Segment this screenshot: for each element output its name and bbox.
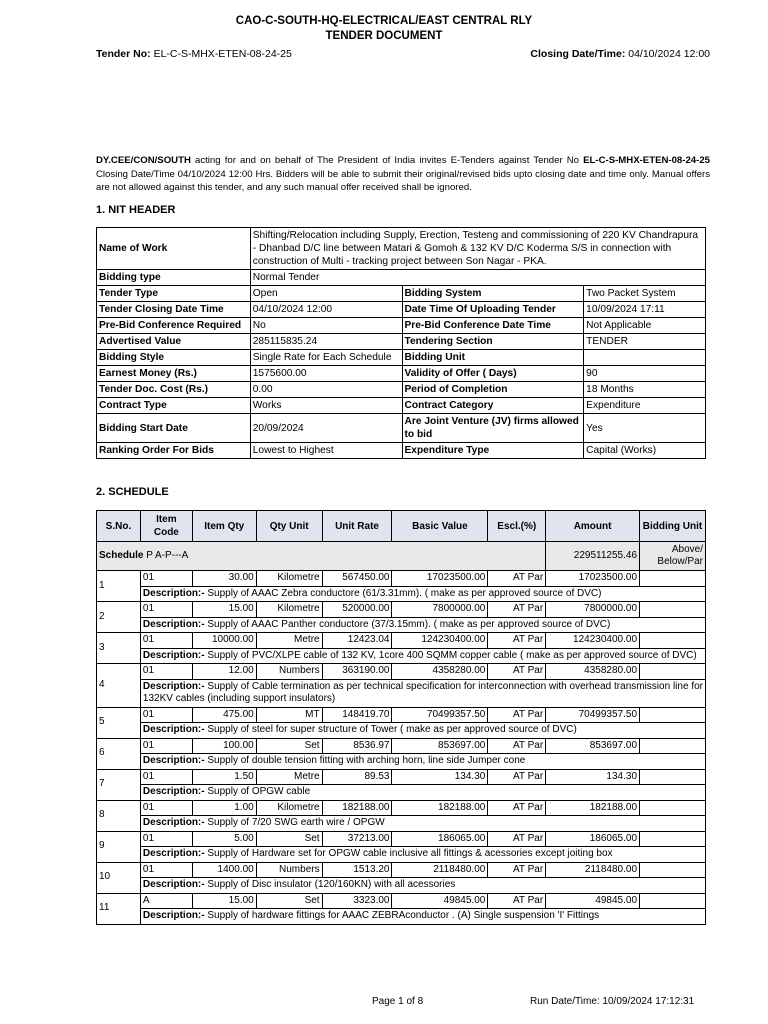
schedule-item-row bbox=[97, 800, 706, 816]
item-qty-unit: MT bbox=[256, 707, 322, 723]
nit-label: Validity of Offer ( Days) bbox=[402, 366, 584, 382]
item-code: 01 bbox=[140, 571, 192, 587]
item-escl: AT Par bbox=[488, 571, 546, 587]
nit-label: Date Time Of Uploading Tender bbox=[402, 302, 584, 318]
column-header: Basic Value bbox=[392, 511, 488, 542]
nit-label: Bidding Style bbox=[97, 350, 251, 366]
schedule-desc-row bbox=[97, 723, 706, 739]
nit-row-bidding-type bbox=[97, 270, 706, 286]
nit-row bbox=[97, 286, 706, 302]
nit-value: 20/09/2024 bbox=[250, 414, 402, 443]
item-qty-unit: Metre bbox=[256, 769, 322, 785]
item-escl: AT Par bbox=[488, 800, 546, 816]
description-label: Description:- bbox=[142, 618, 205, 630]
nit-label: Contract Category bbox=[402, 398, 584, 414]
item-qty-unit: Kilometre bbox=[256, 571, 322, 587]
nit-value: 04/10/2024 12:00 bbox=[250, 302, 402, 318]
column-header: Bidding Unit bbox=[640, 511, 706, 542]
item-qty: 100.00 bbox=[192, 738, 256, 754]
description-text: Supply of Disc insulator (120/160KN) with all acessories bbox=[204, 879, 456, 890]
schedule-item-row bbox=[97, 571, 706, 587]
nit-row bbox=[97, 398, 706, 414]
schedule-item-row bbox=[97, 893, 706, 909]
item-amount: 49845.00 bbox=[546, 893, 640, 909]
item-sno: 10 bbox=[97, 862, 141, 893]
item-code: 01 bbox=[140, 707, 192, 723]
nit-value: Yes bbox=[584, 414, 706, 443]
item-bidding-unit bbox=[640, 769, 706, 785]
intro-tender-no: EL-C-S-MHX-ETEN-08-24-25 bbox=[583, 155, 710, 166]
schedule-item-row bbox=[97, 664, 706, 680]
nit-value: 10/09/2024 17:11 bbox=[584, 302, 706, 318]
item-amount: 853697.00 bbox=[546, 738, 640, 754]
description-text: Supply of AAAC Panther conductore (37/3.15mm). ( make as per approved source of DVC) bbox=[204, 618, 611, 630]
nit-row bbox=[97, 334, 706, 350]
schedule-title: 2. SCHEDULE bbox=[96, 486, 169, 498]
item-description bbox=[140, 586, 705, 602]
item-unit-rate: 3323.00 bbox=[322, 893, 392, 909]
item-code: A bbox=[140, 893, 192, 909]
item-description bbox=[140, 679, 705, 707]
item-description bbox=[140, 754, 705, 770]
column-header: Item Qty bbox=[192, 511, 256, 542]
schedule-group-amount: 229511255.46 bbox=[546, 542, 640, 571]
item-unit-rate: 89.53 bbox=[322, 769, 392, 785]
item-escl: AT Par bbox=[488, 664, 546, 680]
item-amount: 4358280.00 bbox=[546, 664, 640, 680]
nit-row bbox=[97, 318, 706, 334]
item-amount: 70499357.50 bbox=[546, 707, 640, 723]
item-bidding-unit bbox=[640, 707, 706, 723]
item-sno: 4 bbox=[97, 664, 141, 708]
schedule-desc-row bbox=[97, 878, 706, 894]
item-bidding-unit bbox=[640, 602, 706, 618]
item-sno: 5 bbox=[97, 707, 141, 738]
item-bidding-unit bbox=[640, 633, 706, 649]
item-unit-rate: 12423.04 bbox=[322, 633, 392, 649]
item-basic-value: 49845.00 bbox=[392, 893, 488, 909]
item-qty: 5.00 bbox=[192, 831, 256, 847]
schedule-desc-row bbox=[97, 679, 706, 707]
item-qty-unit: Numbers bbox=[256, 664, 322, 680]
item-qty: 1.00 bbox=[192, 800, 256, 816]
description-label: Description:- bbox=[142, 848, 205, 859]
item-qty: 30.00 bbox=[192, 571, 256, 587]
item-description bbox=[140, 878, 705, 894]
schedule-item-row bbox=[97, 831, 706, 847]
intro-text-1: acting for and on behalf of The President of India invites E-Tenders against Tender No bbox=[190, 155, 584, 166]
nit-header-table bbox=[96, 227, 706, 459]
schedule-desc-row bbox=[97, 617, 706, 633]
description-text: Supply of steel for super structure of Tower ( make as per approved source of DVC) bbox=[204, 724, 577, 735]
nit-label: Tender Type bbox=[97, 286, 251, 302]
item-basic-value: 182188.00 bbox=[392, 800, 488, 816]
nit-value: Two Packet System bbox=[584, 286, 706, 302]
description-text: Supply of hardware fittings for AAAC ZEBRAconductor . (A) Single suspension 'I' Fittings bbox=[204, 910, 600, 921]
column-header: S.No. bbox=[97, 511, 141, 542]
schedule-group-row bbox=[97, 542, 706, 571]
closing-value: 04/10/2024 12:00 bbox=[628, 48, 710, 60]
nit-label: Tender Doc. Cost (Rs.) bbox=[97, 382, 251, 398]
item-unit-rate: 182188.00 bbox=[322, 800, 392, 816]
nit-value: 1575600.00 bbox=[250, 366, 402, 382]
description-text: Supply of double tension fitting with arching horn, line side Jumper cone bbox=[204, 755, 526, 766]
item-code: 01 bbox=[140, 769, 192, 785]
item-escl: AT Par bbox=[488, 893, 546, 909]
nit-value: Capital (Works) bbox=[584, 443, 706, 459]
schedule-table bbox=[96, 510, 706, 925]
item-escl: AT Par bbox=[488, 633, 546, 649]
schedule-group-name: P A-P---A bbox=[146, 549, 189, 561]
schedule-desc-row bbox=[97, 754, 706, 770]
description-text: Supply of AAAC Zebra conductore (61/3.31mm). ( make as per approved source of DVC) bbox=[204, 587, 602, 599]
nit-header-title: 1. NIT HEADER bbox=[96, 204, 176, 216]
item-qty-unit: Set bbox=[256, 893, 322, 909]
nit-row bbox=[97, 350, 706, 366]
item-sno: 6 bbox=[97, 738, 141, 769]
item-basic-value: 17023500.00 bbox=[392, 571, 488, 587]
item-qty: 475.00 bbox=[192, 707, 256, 723]
item-description bbox=[140, 617, 705, 633]
description-label: Description:- bbox=[142, 724, 205, 735]
item-qty-unit: Set bbox=[256, 738, 322, 754]
nit-row bbox=[97, 366, 706, 382]
item-code: 01 bbox=[140, 862, 192, 878]
item-unit-rate: 148419.70 bbox=[322, 707, 392, 723]
nit-label: Period of Completion bbox=[402, 382, 584, 398]
schedule-item-row bbox=[97, 738, 706, 754]
nit-label: Bidding System bbox=[402, 286, 584, 302]
description-text: Supply of PVC/XLPE cable of 132 KV, 1core 400 SQMM copper cable ( make as per approved source of DVC) bbox=[204, 649, 697, 661]
item-sno: 7 bbox=[97, 769, 141, 800]
item-basic-value: 2118480.00 bbox=[392, 862, 488, 878]
item-qty: 15.00 bbox=[192, 893, 256, 909]
item-bidding-unit bbox=[640, 571, 706, 587]
schedule-header-row bbox=[97, 511, 706, 542]
bidding-type-value: Normal Tender bbox=[250, 270, 705, 286]
column-header: Escl.(%) bbox=[488, 511, 546, 542]
description-text: Supply of Cable termination as per technical specification for interconnection with overhead transmission line for 132KV cables (including support insulators) bbox=[142, 680, 703, 704]
item-code: 01 bbox=[140, 602, 192, 618]
item-basic-value: 186065.00 bbox=[392, 831, 488, 847]
closing-datetime bbox=[530, 48, 710, 60]
item-escl: AT Par bbox=[488, 602, 546, 618]
item-bidding-unit bbox=[640, 862, 706, 878]
nit-label: Contract Type bbox=[97, 398, 251, 414]
item-description bbox=[140, 648, 705, 664]
item-unit-rate: 37213.00 bbox=[322, 831, 392, 847]
item-qty: 10000.00 bbox=[192, 633, 256, 649]
document-title: TENDER DOCUMENT bbox=[325, 30, 443, 42]
item-qty-unit: Metre bbox=[256, 633, 322, 649]
run-datetime: Run Date/Time: 10/09/2024 17:12:31 bbox=[530, 996, 695, 1007]
item-description bbox=[140, 785, 705, 801]
nit-value: 18 Months bbox=[584, 382, 706, 398]
item-qty-unit: Set bbox=[256, 831, 322, 847]
description-label: Description:- bbox=[142, 817, 205, 828]
description-label: Description:- bbox=[142, 680, 205, 692]
item-qty: 12.00 bbox=[192, 664, 256, 680]
item-sno: 11 bbox=[97, 893, 141, 924]
item-description bbox=[140, 909, 705, 925]
column-header: Unit Rate bbox=[322, 511, 392, 542]
item-basic-value: 134.30 bbox=[392, 769, 488, 785]
schedule-desc-row bbox=[97, 816, 706, 832]
item-escl: AT Par bbox=[488, 707, 546, 723]
nit-value: 0.00 bbox=[250, 382, 402, 398]
item-basic-value: 70499357.50 bbox=[392, 707, 488, 723]
schedule-desc-row bbox=[97, 648, 706, 664]
nit-value: No bbox=[250, 318, 402, 334]
nit-value: Works bbox=[250, 398, 402, 414]
intro-paragraph bbox=[96, 154, 710, 195]
item-code: 01 bbox=[140, 831, 192, 847]
nit-row bbox=[97, 414, 706, 443]
nit-label: Tender Closing Date Time bbox=[97, 302, 251, 318]
item-description bbox=[140, 723, 705, 739]
item-code: 01 bbox=[140, 800, 192, 816]
item-escl: AT Par bbox=[488, 769, 546, 785]
intro-text-2: Closing Date/Time 04/10/2024 12:00 Hrs. Bidders will be able to submit their original/revised bids upto closing date and time only. Manual offers are not allowed against this tender, and any such manual offer received shall be ignored. bbox=[96, 168, 710, 193]
nit-value: 285115835.24 bbox=[250, 334, 402, 350]
schedule-item-row bbox=[97, 602, 706, 618]
item-qty-unit: Kilometre bbox=[256, 800, 322, 816]
schedule-group-label: Schedule bbox=[99, 549, 144, 561]
item-qty: 1400.00 bbox=[192, 862, 256, 878]
description-text: Supply of OPGW cable bbox=[204, 786, 311, 797]
item-amount: 7800000.00 bbox=[546, 602, 640, 618]
name-of-work-value: Shifting/Relocation including Supply, Erection, Testeng and commissioning of 220 KV Chandrapura - Dhanbad D/C line between Matari & Gomoh & 132 KV D/C Koderma S/S in connection with construction of Multi - tracking project between Son Nagar - PKA. bbox=[250, 228, 705, 270]
item-sno: 1 bbox=[97, 571, 141, 602]
item-unit-rate: 363190.00 bbox=[322, 664, 392, 680]
item-sno: 3 bbox=[97, 633, 141, 664]
nit-label: Are Joint Venture (JV) firms allowed to bid bbox=[402, 414, 584, 443]
schedule-item-row bbox=[97, 862, 706, 878]
office-title: CAO-C-SOUTH-HQ-ELECTRICAL/EAST CENTRAL RLY bbox=[235, 15, 533, 27]
column-header: Amount bbox=[546, 511, 640, 542]
nit-label: Bidding Start Date bbox=[97, 414, 251, 443]
item-amount: 17023500.00 bbox=[546, 571, 640, 587]
nit-label: Bidding Unit bbox=[402, 350, 584, 366]
item-description bbox=[140, 816, 705, 832]
item-bidding-unit bbox=[640, 831, 706, 847]
description-label: Description:- bbox=[142, 910, 205, 921]
item-unit-rate: 520000.00 bbox=[322, 602, 392, 618]
nit-value bbox=[584, 350, 706, 366]
item-description bbox=[140, 847, 705, 863]
nit-label: Expenditure Type bbox=[402, 443, 584, 459]
nit-row-name-of-work bbox=[97, 228, 706, 270]
item-basic-value: 4358280.00 bbox=[392, 664, 488, 680]
item-amount: 182188.00 bbox=[546, 800, 640, 816]
nit-label: Earnest Money (Rs.) bbox=[97, 366, 251, 382]
item-basic-value: 7800000.00 bbox=[392, 602, 488, 618]
nit-value: TENDER bbox=[584, 334, 706, 350]
item-qty: 1.50 bbox=[192, 769, 256, 785]
description-label: Description:- bbox=[142, 755, 205, 766]
nit-label: Tendering Section bbox=[402, 334, 584, 350]
closing-label: Closing Date/Time: bbox=[530, 48, 626, 60]
nit-value: Open bbox=[250, 286, 402, 302]
nit-value: Not Applicable bbox=[584, 318, 706, 334]
item-sno: 9 bbox=[97, 831, 141, 862]
item-qty-unit: Kilometre bbox=[256, 602, 322, 618]
schedule-group-cell bbox=[97, 542, 546, 571]
schedule-desc-row bbox=[97, 909, 706, 925]
nit-value: 90 bbox=[584, 366, 706, 382]
tender-no-value: EL-C-S-MHX-ETEN-08-24-25 bbox=[153, 48, 292, 60]
bidding-type-label: Bidding type bbox=[97, 270, 251, 286]
description-label: Description:- bbox=[142, 649, 205, 661]
nit-label: Pre-Bid Conference Date Time bbox=[402, 318, 584, 334]
item-bidding-unit bbox=[640, 893, 706, 909]
nit-value: Expenditure bbox=[584, 398, 706, 414]
item-amount: 134.30 bbox=[546, 769, 640, 785]
item-unit-rate: 8536.97 bbox=[322, 738, 392, 754]
item-unit-rate: 567450.00 bbox=[322, 571, 392, 587]
schedule-desc-row bbox=[97, 586, 706, 602]
nit-value: Lowest to Highest bbox=[250, 443, 402, 459]
item-code: 01 bbox=[140, 633, 192, 649]
item-code: 01 bbox=[140, 664, 192, 680]
item-amount: 186065.00 bbox=[546, 831, 640, 847]
item-basic-value: 853697.00 bbox=[392, 738, 488, 754]
item-basic-value: 124230400.00 bbox=[392, 633, 488, 649]
schedule-item-row bbox=[97, 633, 706, 649]
schedule-item-row bbox=[97, 707, 706, 723]
item-amount: 124230400.00 bbox=[546, 633, 640, 649]
tender-no-label: Tender No: bbox=[96, 48, 151, 60]
nit-row bbox=[97, 443, 706, 459]
item-bidding-unit bbox=[640, 800, 706, 816]
item-escl: AT Par bbox=[488, 831, 546, 847]
description-text: Supply of 7/20 SWG earth wire / OPGW bbox=[204, 817, 385, 828]
nit-label: Pre-Bid Conference Required bbox=[97, 318, 251, 334]
nit-label: Advertised Value bbox=[97, 334, 251, 350]
item-amount: 2118480.00 bbox=[546, 862, 640, 878]
item-unit-rate: 1513.20 bbox=[322, 862, 392, 878]
item-code: 01 bbox=[140, 738, 192, 754]
column-header: Item Code bbox=[140, 511, 192, 542]
nit-row bbox=[97, 382, 706, 398]
nit-label: Ranking Order For Bids bbox=[97, 443, 251, 459]
schedule-item-row bbox=[97, 769, 706, 785]
description-label: Description:- bbox=[142, 786, 205, 797]
description-label: Description:- bbox=[142, 587, 205, 599]
intro-authority: DY.CEE/CON/SOUTH bbox=[96, 155, 191, 166]
item-escl: AT Par bbox=[488, 862, 546, 878]
schedule-group-unit: Above/ Below/Par bbox=[640, 542, 706, 571]
column-header: Qty Unit bbox=[256, 511, 322, 542]
description-text: Supply of Hardware set for OPGW cable inclusive all fittings & acessories except joiting box bbox=[204, 848, 613, 859]
nit-value: Single Rate for Each Schedule bbox=[250, 350, 402, 366]
item-bidding-unit bbox=[640, 664, 706, 680]
page-number: Page 1 of 8 bbox=[372, 996, 424, 1007]
item-qty-unit: Numbers bbox=[256, 862, 322, 878]
tender-no bbox=[96, 48, 292, 60]
schedule-desc-row bbox=[97, 847, 706, 863]
item-sno: 2 bbox=[97, 602, 141, 633]
nit-row bbox=[97, 302, 706, 318]
item-bidding-unit bbox=[640, 738, 706, 754]
schedule-desc-row bbox=[97, 785, 706, 801]
item-escl: AT Par bbox=[488, 738, 546, 754]
item-sno: 8 bbox=[97, 800, 141, 831]
item-qty: 15.00 bbox=[192, 602, 256, 618]
tender-header-row bbox=[96, 48, 710, 60]
description-label: Description:- bbox=[142, 879, 205, 890]
name-of-work-label: Name of Work bbox=[97, 228, 251, 270]
